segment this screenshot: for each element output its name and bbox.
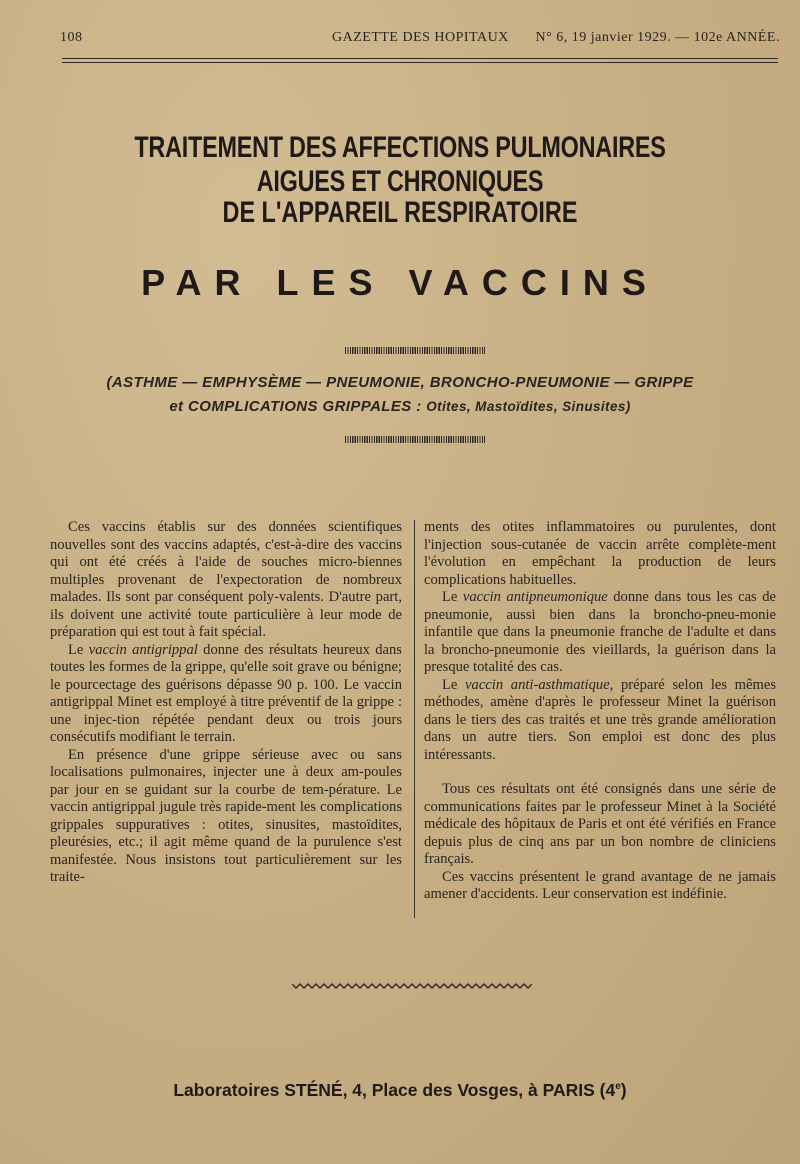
publication-name: GAZETTE DES HOPITAUX [332, 30, 509, 45]
subtitle-line-2 [60, 398, 740, 415]
article-body [50, 519, 780, 919]
subtitle-list: Otites, Mastoïdites, Sinusites) [426, 399, 631, 414]
laboratory-address: Laboratoires STÉNÉ, 4, Place des Vosges, à PARIS (4e) [173, 1080, 627, 1100]
subtitle-line-1: (ASTHME — EMPHYSÈME — PNEUMONIE, BRONCHO-PNEUMONIE — GRIPPE [106, 374, 694, 391]
paragraph: ments des otites inflammatoires ou purulentes, dont l'injection sous-cutanée de vaccin arrête complète-ment l'évolution en empêchant la production de leurs complications habituelles. [424, 519, 776, 588]
paragraph: En présence d'une grippe sérieuse avec ou sans localisations pulmonaires, injecter une à deux am-poules par jour en se guidant sur la courbe de tem-pérature. Le vaccin antigrippal jugule très rapide-ment les complications grippales suppuratives : otites, sinusites, mastoïdites, pleurésies, etc.; il agit même quand de la purulence s'est manifestée. Nous insistons tout particulièrement sur les traite- [50, 746, 402, 885]
left-column [50, 519, 402, 887]
page-header [60, 30, 780, 52]
paragraph: Tous ces résultats ont été consignés dans une série de communications faites par le professeur Minet à la Société médicale des hôpitaux de Paris et ont été vérifiés en France depuis plus de cinq ans par un bon nombre de cliniciens français. [424, 781, 776, 867]
emphasis-vaccin-antigrippal: vaccin antigrippal [88, 641, 198, 658]
page-number: 108 [60, 30, 83, 45]
paragraph: Le vaccin anti-asthmatique, préparé selon les mêmes méthodes, amène d'après le professeur Minet la guérison dans le tiers des cas traités et une très grande amélioration dans un autre tiers. Son emploi est donc des plus intéressants. [424, 676, 777, 763]
emphasis-vaccin-antipneumonique: vaccin antipneumonique [462, 589, 608, 605]
ornament-divider-bottom [345, 436, 485, 443]
header-rule-thick [62, 58, 778, 59]
wave-ornament [292, 982, 532, 990]
title-line-1: TRAITEMENT DES AFFECTIONS PULMONAIRES AIGUES ET CHRONIQUES [134, 131, 666, 198]
header-rule-thin [62, 62, 778, 63]
title-line-3: PAR LES VACCINS [141, 262, 659, 303]
title-line-2: DE L'APPAREIL RESPIRATOIRE [222, 196, 578, 229]
ornament-divider-top [345, 347, 485, 354]
column-divider [414, 520, 415, 918]
paragraph: Ces vaccins établis sur des données scientifiques nouvelles sont des vaccins adaptés, c'est-à-dire des vaccins qui ont été créés à l'aide de souches micro-biennes multiples provenant de l'expectoration de nombreux malades. Ils sont par conséquent poly-valents. D'autre part, ils doivent une activité toute particulière à leur mode de préparation qui est tout à fait spécial. [50, 519, 402, 640]
paragraph: Ces vaccins présentent le grand avantage de ne jamais amener d'accidents. Leur conservation est indéfinie. [424, 868, 776, 902]
emphasis-vaccin-anti-asthmatique: vaccin anti-asthmatique [465, 676, 610, 693]
right-column [424, 519, 776, 904]
subtitle-complications: et COMPLICATIONS GRIPPALES : [169, 398, 422, 415]
paragraph: Le vaccin antigrippal donne des résultats heureux dans toutes les formes de la grippe, qu'elle soit grave ou bénigne; le pourcectage des guérisons dépasse 90 p. 100. Le vaccin antigrippal Minet est employé à titre préventif de la grippe : une injec-tion répétée pendant deux ou trois jours consécutifs modifiant le terrain. [50, 641, 402, 745]
paragraph: Le vaccin antipneumonique donne dans tous les cas de pneumonie, aussi bien dans la broncho-pneu-monie infantile que dans la pneumonie franche de l'adulte et dans la broncho-pneumonie des vieillards, la guérison dans la presque totalité des cas. [424, 589, 776, 675]
issue-date: N° 6, 19 janvier 1929. — 102e ANNÉE. [535, 30, 780, 45]
